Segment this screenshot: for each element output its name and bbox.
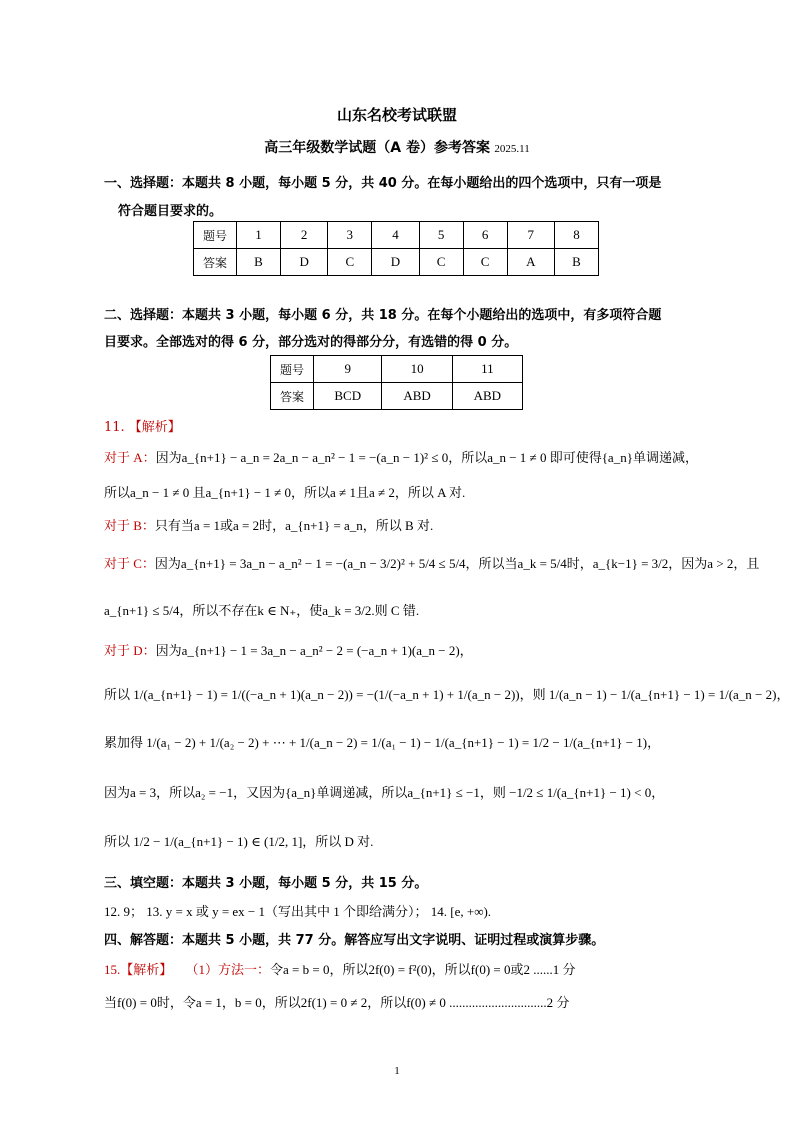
page-number: 1 xyxy=(394,1065,400,1077)
section2-heading-1: 二、选择题：本题共 3 小题，每小题 6 分，共 18 分。在每个小题给出的选项中，有多项符合题 xyxy=(104,308,662,323)
question-number: 8 xyxy=(554,222,598,249)
q11-a-line xyxy=(104,447,698,466)
q11-d-text5: 所以 1/2 − 1/(a_{n+1} − 1) ∈ (1/2, 1]，所以 D 对. xyxy=(104,834,374,849)
row-label-answer: 答案 xyxy=(194,249,237,276)
q11-b-text: 只有当a = 1或a = 2时，a_{n+1} = a_n，所以 B 对. xyxy=(154,518,434,533)
section3-heading: 三、填空题：本题共 3 小题，每小题 5 分，共 15 分。 xyxy=(104,876,428,891)
row-label-question: 题号 xyxy=(194,222,237,249)
q15-method: （1）方法一： xyxy=(185,962,271,977)
q11-a-text2: 所以a_n − 1 ≠ 0 且a_{n+1} − 1 ≠ 0，所以a ≠ 1且a ≠ 2，所以 A 对. xyxy=(104,485,466,500)
section4-heading: 四、解答题：本题共 5 小题，共 77 分。解答应写出文字说明、证明过程或演算步骤。 xyxy=(104,933,605,948)
section1-heading-1: 一、选择题：本题共 8 小题，每小题 5 分，共 40 分。在每小题给出的四个选项中，只有一项是 xyxy=(104,176,662,191)
answer-cell: ABD xyxy=(382,383,452,410)
answer-cell: A xyxy=(507,249,554,276)
table-row-questions xyxy=(271,356,523,383)
doc-subtitle-line xyxy=(0,137,794,157)
q15-line2: 当f(0) = 0时，令a = 1，b = 0，所以2f(1) = 0 ≠ 2，所以f(0) ≠ 0 ..............................2 分 xyxy=(104,995,570,1010)
q11-a-label: 对于 A： xyxy=(104,450,156,465)
answer-cell: BCD xyxy=(314,383,382,410)
q11-d-text: 因为a_{n+1} − 1 = 3a_n − a_n² − 2 = (−a_n + 1)(a_n − 2)， xyxy=(155,643,473,658)
q15-line1-text: 令a = b = 0，所以2f(0) = f²(0)，所以f(0) = 0或2 ......1 分 xyxy=(270,962,576,977)
question-number: 1 xyxy=(237,222,281,249)
answer-cell: D xyxy=(372,249,419,276)
q11-c-line xyxy=(104,553,759,572)
question-number: 5 xyxy=(419,222,463,249)
answer-cell: B xyxy=(554,249,598,276)
q11-c-label: 对于 C： xyxy=(104,556,155,571)
question-number: 9 xyxy=(314,356,382,383)
section1-heading-2: 符合题目要求的。 xyxy=(118,204,223,219)
question-number: 6 xyxy=(463,222,507,249)
question-number: 10 xyxy=(382,356,452,383)
q11-title: 11. 【解析】 xyxy=(104,420,181,435)
answer-cell: C xyxy=(463,249,507,276)
question-number: 4 xyxy=(372,222,419,249)
question-number: 2 xyxy=(281,222,328,249)
table-row-answers xyxy=(271,383,523,410)
doc-title: 山东名校考试联盟 xyxy=(336,106,457,124)
doc-subtitle: 高三年级数学试题（A 卷）参考答案 xyxy=(264,140,490,156)
q11-d-text4: 因为a = 3，所以a₂ = −1，又因为{a_n}单调递减，所以a_{n+1} ≤ −1，则 −1/2 ≤ 1/(a_{n+1} − 1) < 0， xyxy=(104,785,665,800)
section2-answer-table xyxy=(270,355,523,410)
q11-d-label: 对于 D： xyxy=(104,643,156,658)
table-row-questions xyxy=(194,222,599,249)
section2-heading-2: 目要求。全部选对的得 6 分，部分选对的得部分分，有选错的得 0 分。 xyxy=(104,335,518,350)
doc-date: 2025.11 xyxy=(494,143,530,155)
q11-d-text3: 累加得 1/(a₁ − 2) + 1/(a₂ − 2) + ⋯ + 1/(a_n − 2) = 1/(a₁ − 1) − 1/(a_{n+1} − 1) = 1/2 − 1/(a_{n+1} − 1)， xyxy=(104,735,661,750)
section3-answers: 12. 9； 13. y = x 或 y = ex − 1（写出其中 1 个即给满分）； 14. [e, +∞). xyxy=(104,904,492,919)
answer-cell: ABD xyxy=(452,383,522,410)
row-label-question: 题号 xyxy=(271,356,314,383)
q11-c-text2: a_{n+1} ≤ 5/4，所以不存在k ∈ N₊，使a_k = 3/2.则 C 错. xyxy=(104,603,420,618)
q11-a-text: 因为a_{n+1} − a_n = 2a_n − a_n² − 1 = −(a_n − 1)² ≤ 0，所以a_n − 1 ≠ 0 即可使得{a_n}单调递减， xyxy=(155,450,698,465)
q15-line1 xyxy=(104,959,576,978)
q11-d-text2: 所以 1/(a_{n+1} − 1) = 1/((−a_n + 1)(a_n − 2)) = −(1/(−a_n + 1) + 1/(a_n − 2))，则 1/(a_n − 1) − 1/(a_{n+1} − 1) = 1/(a_n − 2)， xyxy=(104,687,790,702)
answer-cell: B xyxy=(237,249,281,276)
question-number: 11 xyxy=(452,356,522,383)
answer-cell: C xyxy=(419,249,463,276)
q11-d-line xyxy=(104,640,473,659)
q15-label: 15.【解析】 xyxy=(104,962,173,977)
q11-b-line xyxy=(104,515,433,534)
section1-answer-table xyxy=(193,221,599,276)
q11-c-text: 因为a_{n+1} = 3a_n − a_n² − 1 = −(a_n − 3/2)² + 5/4 ≤ 5/4，所以当a_k = 5/4时，a_{k−1} = 3/2，因为a > 2，且 xyxy=(154,556,760,571)
answer-cell: D xyxy=(281,249,328,276)
answer-cell: C xyxy=(328,249,372,276)
question-number: 7 xyxy=(507,222,554,249)
row-label-answer: 答案 xyxy=(271,383,314,410)
q11-b-label: 对于 B： xyxy=(104,518,155,533)
table-row-answers xyxy=(194,249,599,276)
question-number: 3 xyxy=(328,222,372,249)
